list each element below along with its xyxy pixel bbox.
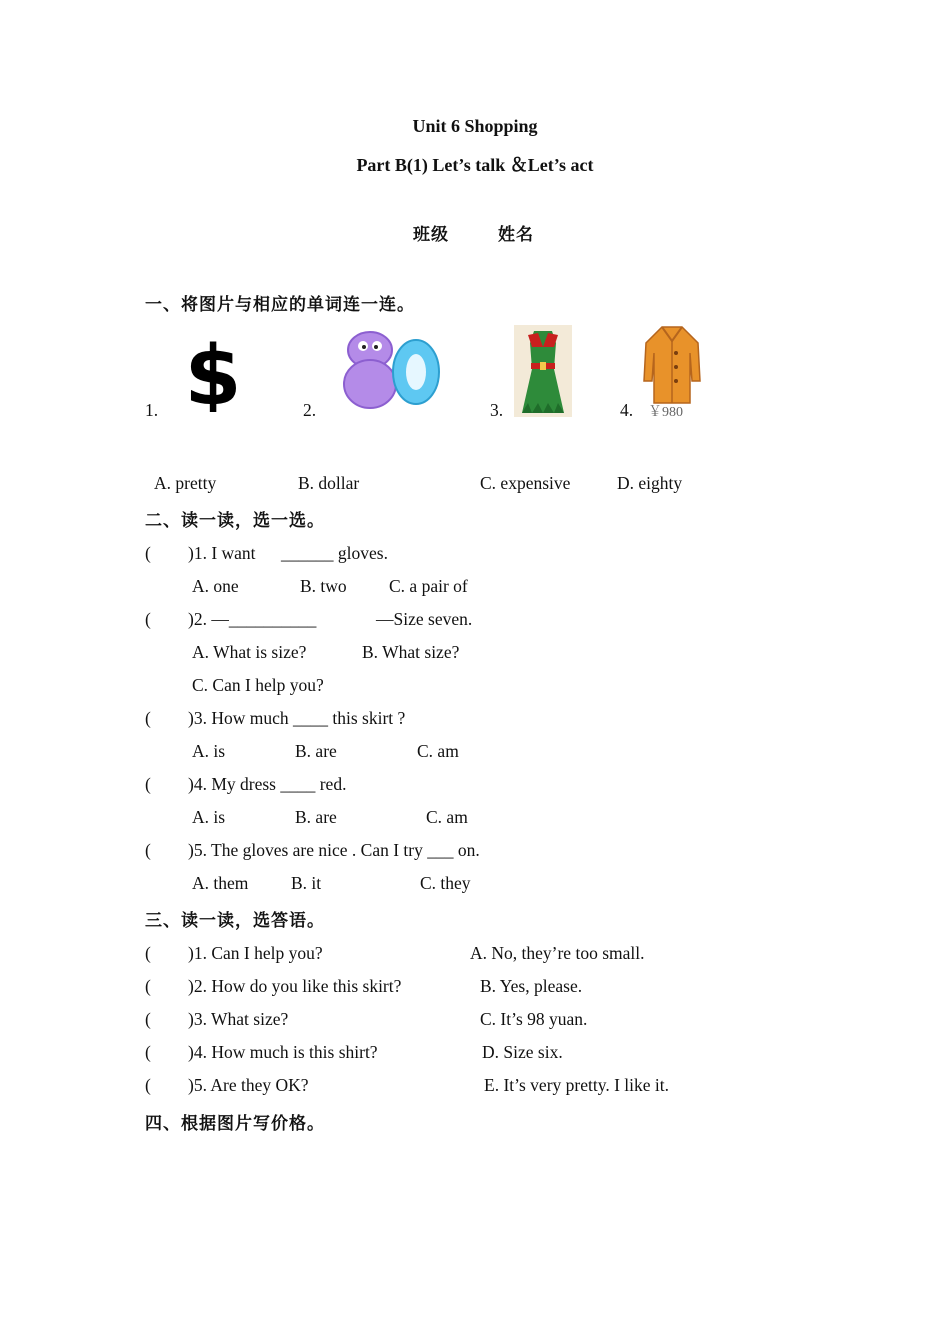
choice-c: C. Can I help you? (192, 675, 324, 695)
page-subtitle: Part B(1) Let’s talk ＆Let’s act (356, 155, 594, 175)
dollar-sign-picture (183, 334, 243, 412)
question-reply: —Size seven. (376, 609, 473, 629)
question-stem: )2. —__________ (188, 609, 317, 629)
dialog-question: )4. How much is this shirt? (188, 1042, 378, 1062)
choice-a: A. What is size? (192, 642, 307, 662)
page-title: Unit 6 Shopping (412, 116, 538, 136)
choice-c: C. am (417, 741, 459, 761)
answer-paren: ( (145, 1009, 151, 1029)
question-stem: )4. My dress ____ red. (188, 774, 347, 794)
question-blank: ______ gloves. (281, 543, 388, 563)
choice-a: A. is (192, 741, 226, 761)
choice-a: A. one (192, 576, 239, 596)
section2-heading: 二、读一读，选一选。 (145, 511, 325, 531)
dialog-question: )3. What size? (188, 1009, 289, 1029)
choice-a: A. them (192, 873, 249, 893)
choice-c: C. am (426, 807, 468, 827)
coat-picture (640, 323, 704, 405)
section3-heading: 三、读一读，选答语。 (145, 911, 325, 931)
price-tag: ￥980 (648, 405, 683, 420)
answer-paren: ( (145, 976, 151, 996)
question-stem: )1. I want (188, 543, 256, 563)
word-option-a: A. pretty (154, 473, 217, 493)
choice-b: B. it (291, 873, 322, 893)
item-number-1: 1. (145, 400, 159, 420)
question-stem: )5. The gloves are nice . Can I try ___ on. (188, 840, 480, 860)
dialog-question: )5. Are they OK? (188, 1075, 309, 1095)
word-option-d: D. eighty (617, 473, 683, 493)
dialog-question: )2. How do you like this skirt? (188, 976, 402, 996)
dialog-answer: D. Size six. (482, 1042, 563, 1062)
class-label: 班级 (413, 225, 449, 245)
answer-paren: ( (145, 943, 151, 963)
choice-b: B. What size? (362, 642, 460, 662)
dress-picture (514, 325, 572, 417)
answer-paren: ( (145, 1042, 151, 1062)
choice-b: B. are (295, 807, 337, 827)
section1-heading: 一、将图片与相应的单词连一连。 (145, 295, 415, 315)
choice-c: C. they (420, 873, 471, 893)
choice-a: A. is (192, 807, 226, 827)
name-label: 姓名 (498, 225, 534, 245)
choice-b: B. two (300, 576, 347, 596)
item-number-2: 2. (303, 400, 317, 420)
dialog-answer: B. Yes, please. (480, 976, 583, 996)
dialog-answer: E. It’s very pretty. I like it. (484, 1075, 669, 1095)
answer-paren: ( (145, 774, 151, 794)
item-number-4: 4. (620, 400, 634, 420)
word-option-b: B. dollar (298, 473, 360, 493)
answer-paren: ( (145, 609, 151, 629)
word-option-c: C. expensive (480, 473, 571, 493)
section4-heading: 四、根据图片写价格。 (145, 1114, 325, 1134)
dialog-answer: C. It’s 98 yuan. (480, 1009, 588, 1029)
answer-paren: ( (145, 840, 151, 860)
dialog-answer: A. No, they’re too small. (470, 943, 645, 963)
answer-paren: ( (145, 543, 151, 563)
choice-b: B. are (295, 741, 337, 761)
item-number-3: 3. (490, 400, 504, 420)
eighty-balloon-picture (340, 328, 444, 412)
dialog-question: )1. Can I help you? (188, 943, 323, 963)
answer-paren: ( (145, 1075, 151, 1095)
answer-paren: ( (145, 708, 151, 728)
choice-c: C. a pair of (389, 576, 468, 596)
question-stem: )3. How much ____ this skirt ? (188, 708, 406, 728)
svg-text:$: $ (184, 334, 242, 412)
